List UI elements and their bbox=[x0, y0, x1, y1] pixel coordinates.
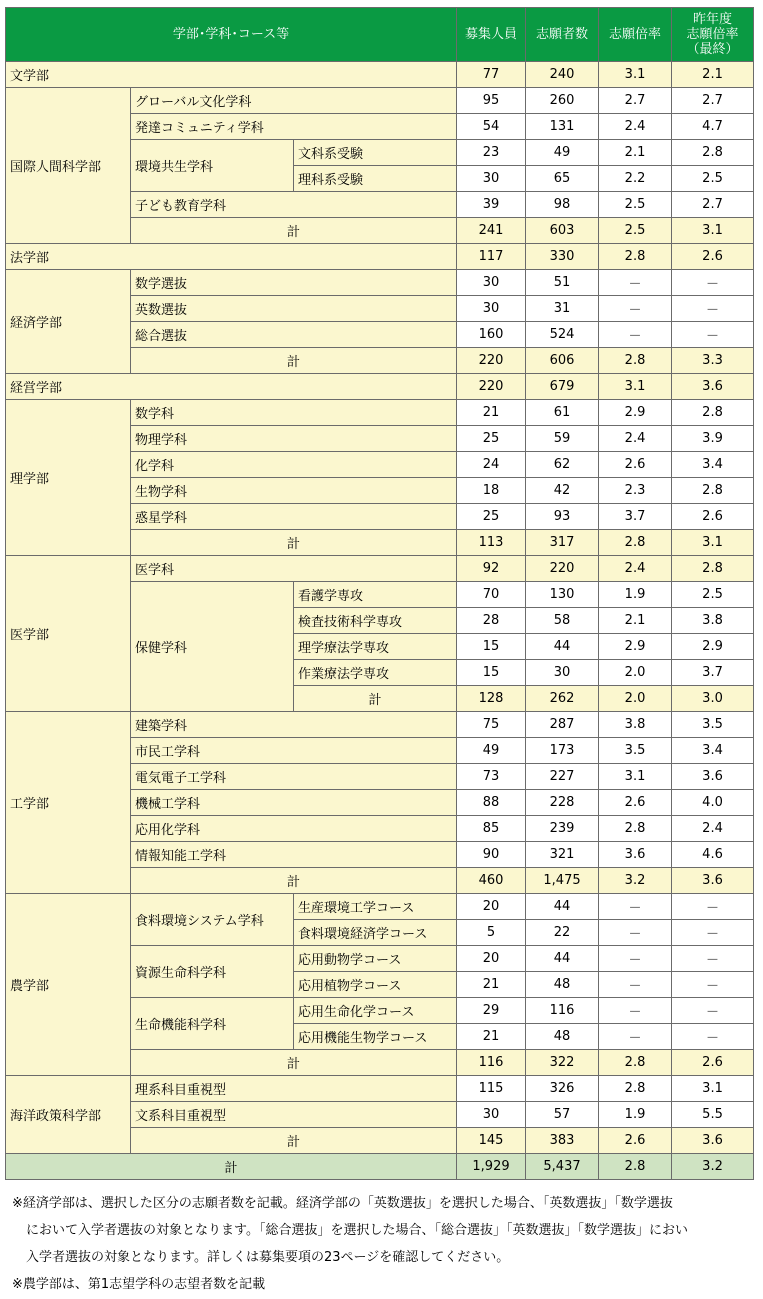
prev-ratio-cell: 2.8 bbox=[672, 478, 754, 504]
applicants-cell: 65 bbox=[526, 166, 599, 192]
row-name: 応用機能生物学コース bbox=[294, 1024, 457, 1050]
header-row bbox=[6, 8, 754, 62]
ratio-cell: － bbox=[599, 894, 672, 920]
table-row bbox=[6, 244, 754, 270]
prev-ratio-cell: 2.8 bbox=[672, 400, 754, 426]
quota-cell: 115 bbox=[457, 1076, 526, 1102]
prev-ratio-cell: － bbox=[672, 998, 754, 1024]
quota-cell: 113 bbox=[457, 530, 526, 556]
row-name: 文学部 bbox=[6, 62, 457, 88]
applicants-cell: 322 bbox=[526, 1050, 599, 1076]
faculty-name: 海洋政策科学部 bbox=[6, 1076, 131, 1154]
prev-ratio-cell: 3.6 bbox=[672, 374, 754, 400]
row-name: 看護学専攻 bbox=[294, 582, 457, 608]
ratio-cell: 2.0 bbox=[599, 686, 672, 712]
row-name: 作業療法学専攻 bbox=[294, 660, 457, 686]
faculty-name: 国際人間科学部 bbox=[6, 88, 131, 244]
applicants-cell: 679 bbox=[526, 374, 599, 400]
row-name: 理科系受験 bbox=[294, 166, 457, 192]
quota-cell: 15 bbox=[457, 660, 526, 686]
prev-ratio-cell: 4.7 bbox=[672, 114, 754, 140]
ratio-cell: 3.8 bbox=[599, 712, 672, 738]
faculty-name: 農学部 bbox=[6, 894, 131, 1076]
row-name: 物理学科 bbox=[131, 426, 457, 452]
quota-cell: 85 bbox=[457, 816, 526, 842]
row-name: 理学療法学専攻 bbox=[294, 634, 457, 660]
applicants-cell: 1,475 bbox=[526, 868, 599, 894]
applicants-cell: 59 bbox=[526, 426, 599, 452]
quota-cell: 30 bbox=[457, 270, 526, 296]
row-name: 化学科 bbox=[131, 452, 457, 478]
grand-total-label: 計 bbox=[6, 1154, 457, 1180]
ratio-cell: 2.8 bbox=[599, 348, 672, 374]
applicants-cell: 44 bbox=[526, 946, 599, 972]
quota-cell: 15 bbox=[457, 634, 526, 660]
row-name: 機械工学科 bbox=[131, 790, 457, 816]
row-name: 応用生命化学コース bbox=[294, 998, 457, 1024]
ratio-cell: － bbox=[599, 920, 672, 946]
quota-cell: 28 bbox=[457, 608, 526, 634]
quota-cell: 49 bbox=[457, 738, 526, 764]
prev-ratio-cell: 2.7 bbox=[672, 192, 754, 218]
quota-cell: 39 bbox=[457, 192, 526, 218]
applicants-cell: 130 bbox=[526, 582, 599, 608]
prev-ratio-cell: － bbox=[672, 270, 754, 296]
applicants-cell: 262 bbox=[526, 686, 599, 712]
dept-name: 生命機能科学科 bbox=[131, 998, 294, 1050]
quota-cell: 1,929 bbox=[457, 1154, 526, 1180]
applicants-cell: 116 bbox=[526, 998, 599, 1024]
quota-cell: 30 bbox=[457, 166, 526, 192]
ratio-cell: 3.2 bbox=[599, 868, 672, 894]
quota-cell: 25 bbox=[457, 426, 526, 452]
quota-cell: 54 bbox=[457, 114, 526, 140]
ratio-cell: － bbox=[599, 270, 672, 296]
applicants-cell: 58 bbox=[526, 608, 599, 634]
applicants-cell: 57 bbox=[526, 1102, 599, 1128]
quota-cell: 220 bbox=[457, 348, 526, 374]
row-name: 総合選抜 bbox=[131, 322, 457, 348]
application-stats-table bbox=[5, 7, 754, 1180]
ratio-cell: 2.1 bbox=[599, 140, 672, 166]
ratio-cell: 2.0 bbox=[599, 660, 672, 686]
row-name: 検査技術科学専攻 bbox=[294, 608, 457, 634]
quota-cell: 21 bbox=[457, 1024, 526, 1050]
ratio-cell: 2.8 bbox=[599, 1050, 672, 1076]
row-name: 応用化学科 bbox=[131, 816, 457, 842]
row-name: グローバル文化学科 bbox=[131, 88, 457, 114]
applicants-cell: 61 bbox=[526, 400, 599, 426]
applicants-cell: 383 bbox=[526, 1128, 599, 1154]
row-name: 医学科 bbox=[131, 556, 457, 582]
applicants-cell: 62 bbox=[526, 452, 599, 478]
subtotal-label: 計 bbox=[131, 1128, 457, 1154]
quota-cell: 18 bbox=[457, 478, 526, 504]
applicants-cell: 287 bbox=[526, 712, 599, 738]
faculty-name: 工学部 bbox=[6, 712, 131, 894]
ratio-cell: 2.6 bbox=[599, 452, 672, 478]
subtotal-label: 計 bbox=[131, 868, 457, 894]
quota-cell: 30 bbox=[457, 1102, 526, 1128]
quota-cell: 90 bbox=[457, 842, 526, 868]
footnote-agriculture: ※農学部は、第1志望学科の志望者数を記載 bbox=[12, 1277, 266, 1292]
subtotal-label: 計 bbox=[131, 530, 457, 556]
quota-cell: 241 bbox=[457, 218, 526, 244]
quota-cell: 220 bbox=[457, 374, 526, 400]
faculty-name: 医学部 bbox=[6, 556, 131, 712]
ratio-cell: 2.8 bbox=[599, 816, 672, 842]
header-ratio: 志願倍率 bbox=[599, 8, 672, 62]
row-name: 数学科 bbox=[131, 400, 457, 426]
ratio-cell: － bbox=[599, 322, 672, 348]
header-quota: 募集人員 bbox=[457, 8, 526, 62]
row-name: 文系科目重視型 bbox=[131, 1102, 457, 1128]
dept-name: 保健学科 bbox=[131, 582, 294, 712]
header-prev-ratio bbox=[672, 8, 754, 62]
prev-ratio-cell: 3.6 bbox=[672, 868, 754, 894]
applicants-cell: 22 bbox=[526, 920, 599, 946]
prev-ratio-cell: 3.8 bbox=[672, 608, 754, 634]
quota-cell: 88 bbox=[457, 790, 526, 816]
applicants-cell: 239 bbox=[526, 816, 599, 842]
ratio-cell: 3.6 bbox=[599, 842, 672, 868]
applicants-cell: 51 bbox=[526, 270, 599, 296]
prev-ratio-cell: － bbox=[672, 972, 754, 998]
quota-cell: 75 bbox=[457, 712, 526, 738]
quota-cell: 21 bbox=[457, 972, 526, 998]
faculty-name: 経済学部 bbox=[6, 270, 131, 374]
prev-ratio-cell: 2.5 bbox=[672, 166, 754, 192]
ratio-cell: 3.1 bbox=[599, 374, 672, 400]
prev-ratio-cell: 2.5 bbox=[672, 582, 754, 608]
ratio-cell: 2.9 bbox=[599, 634, 672, 660]
ratio-cell: 2.8 bbox=[599, 1076, 672, 1102]
table-row bbox=[6, 400, 754, 426]
subtotal-label: 計 bbox=[294, 686, 457, 712]
footnotes bbox=[12, 1190, 757, 1298]
footnote-economics-line1: ※経済学部は、選択した区分の志願者数を記載。経済学部の「英数選抜」を選択した場合、「英数選抜」「数学選抜 bbox=[12, 1196, 673, 1211]
prev-ratio-cell: 2.6 bbox=[672, 504, 754, 530]
applicants-cell: 44 bbox=[526, 634, 599, 660]
prev-ratio-cell: 4.0 bbox=[672, 790, 754, 816]
ratio-cell: 2.5 bbox=[599, 192, 672, 218]
ratio-cell: 2.6 bbox=[599, 790, 672, 816]
row-name: 食料環境経済学コース bbox=[294, 920, 457, 946]
subtotal-label: 計 bbox=[131, 218, 457, 244]
applicants-cell: 44 bbox=[526, 894, 599, 920]
subtotal-label: 計 bbox=[131, 348, 457, 374]
applicants-cell: 30 bbox=[526, 660, 599, 686]
ratio-cell: － bbox=[599, 296, 672, 322]
table-row bbox=[6, 556, 754, 582]
header-applicants: 志願者数 bbox=[526, 8, 599, 62]
prev-ratio-cell: 3.4 bbox=[672, 452, 754, 478]
quota-cell: 117 bbox=[457, 244, 526, 270]
ratio-cell: 1.9 bbox=[599, 1102, 672, 1128]
header-name: 学部･学科･コース等 bbox=[6, 8, 457, 62]
applicants-cell: 603 bbox=[526, 218, 599, 244]
prev-ratio-cell: 3.6 bbox=[672, 764, 754, 790]
ratio-cell: 2.5 bbox=[599, 218, 672, 244]
header-prev-line2: 志願倍率 bbox=[686, 27, 739, 42]
row-name: 数学選抜 bbox=[131, 270, 457, 296]
prev-ratio-cell: 3.2 bbox=[672, 1154, 754, 1180]
quota-cell: 70 bbox=[457, 582, 526, 608]
row-name: 応用植物学コース bbox=[294, 972, 457, 998]
row-name: 市民工学科 bbox=[131, 738, 457, 764]
applicants-cell: 228 bbox=[526, 790, 599, 816]
prev-ratio-cell: － bbox=[672, 894, 754, 920]
prev-ratio-cell: 4.6 bbox=[672, 842, 754, 868]
prev-ratio-cell: － bbox=[672, 920, 754, 946]
quota-cell: 128 bbox=[457, 686, 526, 712]
ratio-cell: 2.4 bbox=[599, 556, 672, 582]
quota-cell: 20 bbox=[457, 946, 526, 972]
table-row bbox=[6, 374, 754, 400]
prev-ratio-cell: 3.1 bbox=[672, 218, 754, 244]
prev-ratio-cell: － bbox=[672, 322, 754, 348]
row-name: 子ども教育学科 bbox=[131, 192, 457, 218]
prev-ratio-cell: 3.4 bbox=[672, 738, 754, 764]
table-row bbox=[6, 894, 754, 920]
ratio-cell: 2.4 bbox=[599, 426, 672, 452]
header-prev-line3: （最終） bbox=[686, 42, 739, 57]
applicants-cell: 524 bbox=[526, 322, 599, 348]
prev-ratio-cell: 3.1 bbox=[672, 530, 754, 556]
quota-cell: 23 bbox=[457, 140, 526, 166]
quota-cell: 20 bbox=[457, 894, 526, 920]
header-prev-line1: 昨年度 bbox=[693, 12, 733, 27]
prev-ratio-cell: 2.4 bbox=[672, 816, 754, 842]
table-row bbox=[6, 1076, 754, 1102]
ratio-cell: 2.2 bbox=[599, 166, 672, 192]
row-name: 生物学科 bbox=[131, 478, 457, 504]
ratio-cell: － bbox=[599, 972, 672, 998]
prev-ratio-cell: 3.0 bbox=[672, 686, 754, 712]
ratio-cell: 2.7 bbox=[599, 88, 672, 114]
table-row bbox=[6, 88, 754, 114]
faculty-name: 理学部 bbox=[6, 400, 131, 556]
row-name: 建築学科 bbox=[131, 712, 457, 738]
row-name: 惑星学科 bbox=[131, 504, 457, 530]
applicants-cell: 98 bbox=[526, 192, 599, 218]
applicants-cell: 31 bbox=[526, 296, 599, 322]
prev-ratio-cell: 3.7 bbox=[672, 660, 754, 686]
applicants-cell: 321 bbox=[526, 842, 599, 868]
prev-ratio-cell: 3.1 bbox=[672, 1076, 754, 1102]
ratio-cell: 2.1 bbox=[599, 608, 672, 634]
prev-ratio-cell: 2.9 bbox=[672, 634, 754, 660]
prev-ratio-cell: 3.5 bbox=[672, 712, 754, 738]
applicants-cell: 173 bbox=[526, 738, 599, 764]
quota-cell: 145 bbox=[457, 1128, 526, 1154]
ratio-cell: 1.9 bbox=[599, 582, 672, 608]
quota-cell: 73 bbox=[457, 764, 526, 790]
ratio-cell: － bbox=[599, 946, 672, 972]
prev-ratio-cell: 2.1 bbox=[672, 62, 754, 88]
prev-ratio-cell: 2.6 bbox=[672, 244, 754, 270]
table-row bbox=[6, 62, 754, 88]
applicants-cell: 5,437 bbox=[526, 1154, 599, 1180]
ratio-cell: 3.1 bbox=[599, 764, 672, 790]
prev-ratio-cell: 2.6 bbox=[672, 1050, 754, 1076]
applicants-cell: 49 bbox=[526, 140, 599, 166]
ratio-cell: 2.8 bbox=[599, 244, 672, 270]
applicants-cell: 326 bbox=[526, 1076, 599, 1102]
ratio-cell: 2.8 bbox=[599, 530, 672, 556]
prev-ratio-cell: 2.8 bbox=[672, 140, 754, 166]
footnote-economics-line3: 入学者選抜の対象となります。詳しくは募集要項の23ページを確認してください。 bbox=[26, 1250, 510, 1265]
grand-total-row bbox=[6, 1154, 754, 1180]
quota-cell: 160 bbox=[457, 322, 526, 348]
applicants-cell: 240 bbox=[526, 62, 599, 88]
applicants-cell: 48 bbox=[526, 1024, 599, 1050]
ratio-cell: － bbox=[599, 1024, 672, 1050]
quota-cell: 29 bbox=[457, 998, 526, 1024]
prev-ratio-cell: 3.9 bbox=[672, 426, 754, 452]
subtotal-label: 計 bbox=[131, 1050, 457, 1076]
row-name: 法学部 bbox=[6, 244, 457, 270]
prev-ratio-cell: － bbox=[672, 946, 754, 972]
ratio-cell: － bbox=[599, 998, 672, 1024]
prev-ratio-cell: 3.6 bbox=[672, 1128, 754, 1154]
applicants-cell: 317 bbox=[526, 530, 599, 556]
prev-ratio-cell: 2.8 bbox=[672, 556, 754, 582]
dept-name: 環境共生学科 bbox=[131, 140, 294, 192]
ratio-cell: 3.5 bbox=[599, 738, 672, 764]
ratio-cell: 3.1 bbox=[599, 62, 672, 88]
applicants-cell: 93 bbox=[526, 504, 599, 530]
row-name: 生産環境工学コース bbox=[294, 894, 457, 920]
applicants-cell: 260 bbox=[526, 88, 599, 114]
row-name: 文科系受験 bbox=[294, 140, 457, 166]
applicants-cell: 330 bbox=[526, 244, 599, 270]
quota-cell: 25 bbox=[457, 504, 526, 530]
applicants-cell: 48 bbox=[526, 972, 599, 998]
prev-ratio-cell: － bbox=[672, 1024, 754, 1050]
applicants-cell: 42 bbox=[526, 478, 599, 504]
table-row bbox=[6, 270, 754, 296]
ratio-cell: 2.4 bbox=[599, 114, 672, 140]
dept-name: 資源生命科学科 bbox=[131, 946, 294, 998]
applicants-cell: 606 bbox=[526, 348, 599, 374]
quota-cell: 460 bbox=[457, 868, 526, 894]
applicants-cell: 227 bbox=[526, 764, 599, 790]
ratio-cell: 2.8 bbox=[599, 1154, 672, 1180]
row-name: 経営学部 bbox=[6, 374, 457, 400]
prev-ratio-cell: － bbox=[672, 296, 754, 322]
prev-ratio-cell: 5.5 bbox=[672, 1102, 754, 1128]
row-name: 電気電子工学科 bbox=[131, 764, 457, 790]
prev-ratio-cell: 3.3 bbox=[672, 348, 754, 374]
row-name: 英数選抜 bbox=[131, 296, 457, 322]
quota-cell: 92 bbox=[457, 556, 526, 582]
dept-name: 食料環境システム学科 bbox=[131, 894, 294, 946]
applicants-cell: 220 bbox=[526, 556, 599, 582]
quota-cell: 95 bbox=[457, 88, 526, 114]
applicants-cell: 131 bbox=[526, 114, 599, 140]
table-row bbox=[6, 712, 754, 738]
prev-ratio-cell: 2.7 bbox=[672, 88, 754, 114]
ratio-cell: 3.7 bbox=[599, 504, 672, 530]
footnote-economics-line2: において入学者選抜の対象となります。「総合選抜」を選択した場合、「総合選抜」「英数選抜」「数学選抜」におい bbox=[26, 1223, 688, 1238]
quota-cell: 21 bbox=[457, 400, 526, 426]
ratio-cell: 2.9 bbox=[599, 400, 672, 426]
row-name: 情報知能工学科 bbox=[131, 842, 457, 868]
quota-cell: 116 bbox=[457, 1050, 526, 1076]
quota-cell: 24 bbox=[457, 452, 526, 478]
ratio-cell: 2.6 bbox=[599, 1128, 672, 1154]
row-name: 理系科目重視型 bbox=[131, 1076, 457, 1102]
quota-cell: 5 bbox=[457, 920, 526, 946]
quota-cell: 30 bbox=[457, 296, 526, 322]
row-name: 発達コミュニティ学科 bbox=[131, 114, 457, 140]
ratio-cell: 2.3 bbox=[599, 478, 672, 504]
quota-cell: 77 bbox=[457, 62, 526, 88]
row-name: 応用動物学コース bbox=[294, 946, 457, 972]
